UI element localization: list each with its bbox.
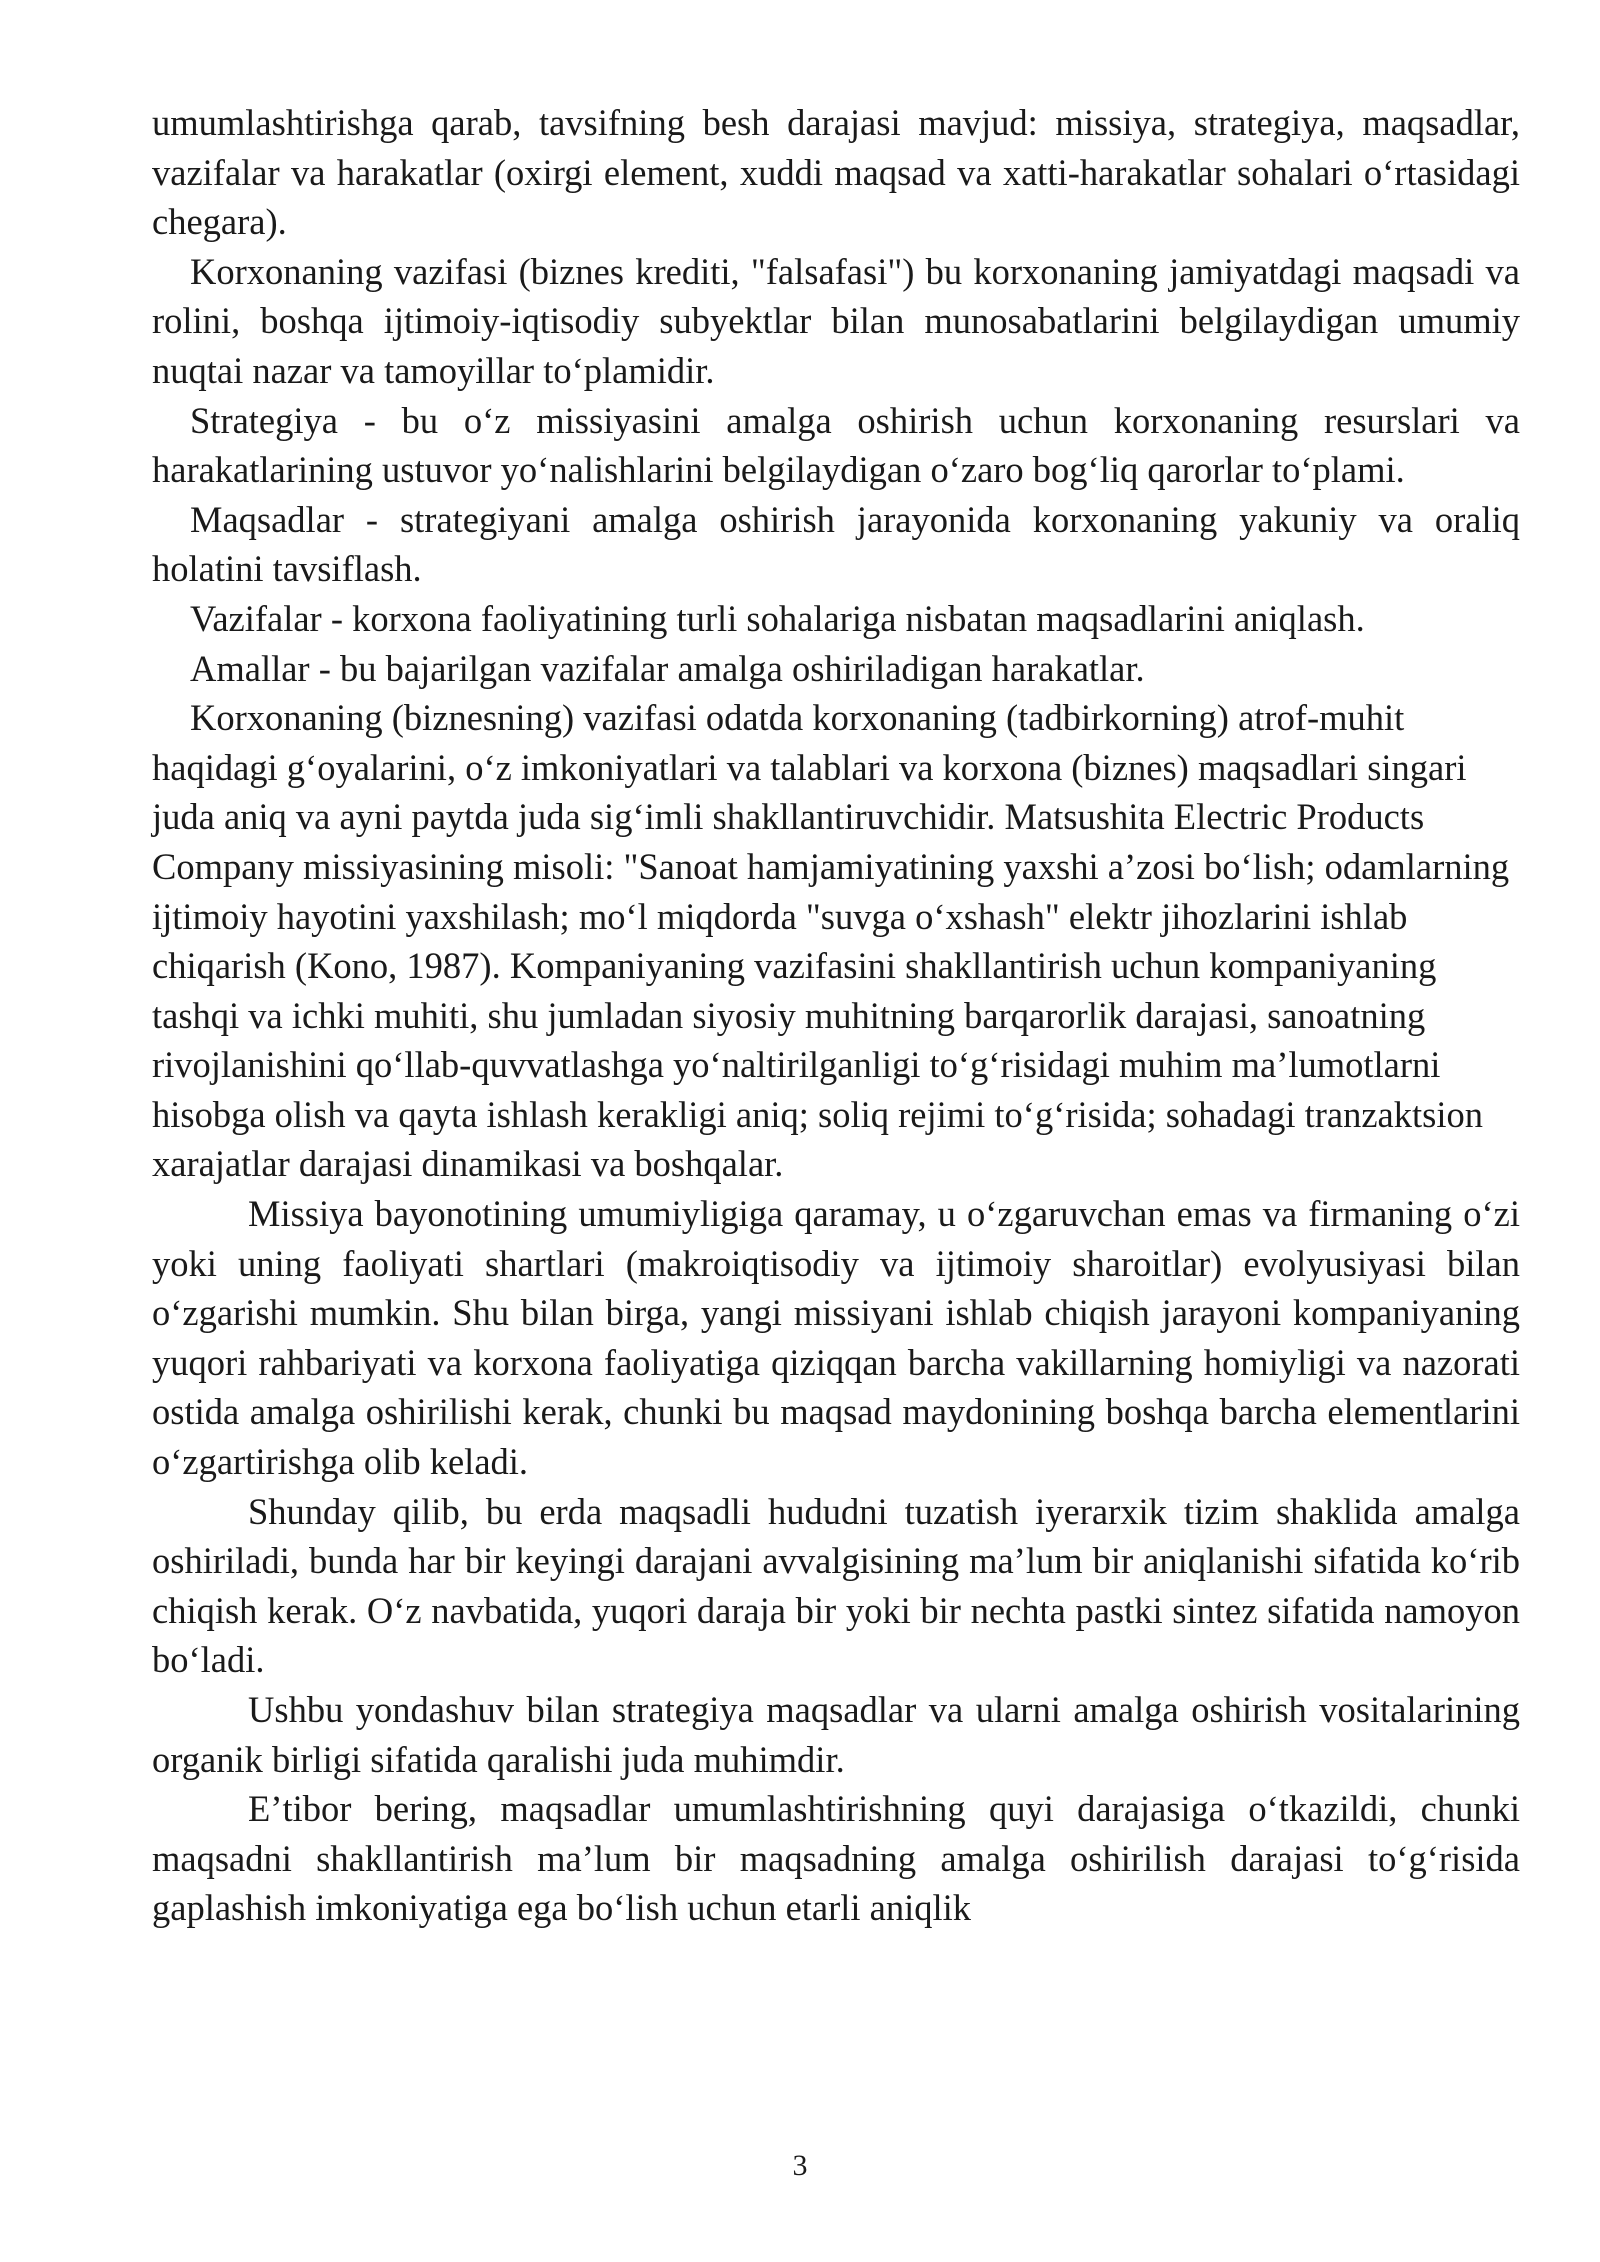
page-number: 3 <box>792 2149 808 2182</box>
paragraph-note: Eʼtibor bering, maqsadlar umumlashtirishning quyi darajasiga oʻtkazildi, chunki maqsadni shakllantirish maʼlum bir maqsadning amalga oshirilish darajasi toʻgʻrisida gaplashish imkoniyatiga ega boʻlish uchun etarli aniqlik <box>152 1788 1520 1929</box>
paragraph-mission-example: Korxonaning (biznesning) vazifasi odatda korxonaning (tadbirkorning) atrof-muhit haqidagi gʻoyalarini, oʻz imkoniyatlari va talablari va korxona (biznes) maqsadlari singari juda aniq va ayni paytda juda sigʻimli shakllantiruvchidir. Matsushita Electric Products Company missiyasining misoli: "Sanoat hamjamiyatining yaxshi aʼzosi boʻlish; odamlarning ijtimoiy hayotini yaxshilash; moʻl miqdorda "suvga oʻxshash" elektr jihozlarini ishlab chiqarish (Kono, 1987). Kompaniyaning vazifasini shakllantirish uchun kompaniyaning tashqi va ichki muhiti, shu jumladan siyosiy muhitning barqarorlik darajasi, sanoatning rivojlanishini qoʻllab-quvvatlashga yoʻnaltirilganligi toʻgʻrisidagi muhim maʼlumotlarni hisobga olish va qayta ishlash kerakligi aniq; soliq rejimi toʻgʻrisida; sohadagi tranzaktsion xarajatlar darajasi dinamikasi va boshqalar. <box>152 697 1510 1185</box>
paragraph-hierarchy: Shunday qilib, bu erda maqsadli hududni tuzatish iyerarxik tizim shaklida amalga oshiriladi, bunda har bir keyingi darajani avvalgisining maʼlum bir aniqlanishi sifatida koʻrib chiqish kerak. Oʻz navbatida, yuqori daraja bir yoki bir nechta pastki sintez sifatida namoyon boʻladi. <box>152 1490 1520 1681</box>
document-page <box>152 98 1520 1933</box>
paragraph-tasks-definition: Vazifalar - korxona faoliyatining turli sohalariga nisbatan maqsadlarini aniqlash. <box>190 597 1365 639</box>
paragraph-mission-statement: Missiya bayonotining umumiyligiga qaramay, u oʻzgaruvchan emas va firmaning oʻzi yoki uning faoliyati shartlari (makroiqtisodiy va ijtimoiy sharoitlar) evolyusiyasi bilan oʻzgarishi mumkin. Shu bilan birga, yangi missiyani ishlab chiqish jarayoni kompaniyaning yuqori rahbariyati va korxona faoliyatiga qiziqqan barcha vakillarning homiyligi va nazorati ostida amalga oshirilishi kerak, chunki bu maqsad maydonining boshqa barcha elementlarini oʻzgartirishga olib keladi. <box>152 1193 1520 1483</box>
paragraph-mission-definition: Korxonaning vazifasi (biznes krediti, "falsafasi") bu korxonaning jamiyatdagi maqsadi va rolini, boshqa ijtimoiy-iqtisodiy subyektlar bilan munosabatlarini belgilaydigan umumiy nuqtai nazar va tamoyillar toʻplamidir. <box>152 250 1520 391</box>
paragraph-goals-definition: Maqsadlar - strategiyani amalga oshirish jarayonida korxonaning yakuniy va oraliq holatini tavsiflash. <box>152 498 1520 590</box>
paragraph-actions-definition: Amallar - bu bajarilgan vazifalar amalga oshiriladigan harakatlar. <box>190 647 1145 689</box>
paragraph-continuation: umumlashtirishga qarab, tavsifning besh darajasi mavjud: missiya, strategiya, maqsadlar, vazifalar va harakatlar (oxirgi element, xuddi maqsad va xatti-harakatlar sohalari oʻrtasidagi chegara). <box>152 102 1520 243</box>
paragraph-strategy-definition: Strategiya - bu oʻz missiyasini amalga oshirish uchun korxonaning resurslari va harakatlarining ustuvor yoʻnalishlarini belgilaydigan oʻzaro bogʻliq qarorlar toʻplami. <box>152 399 1520 491</box>
paragraph-approach: Ushbu yondashuv bilan strategiya maqsadlar va ularni amalga oshirish vositalarining organik birligi sifatida qaralishi juda muhimdir. <box>152 1689 1520 1780</box>
